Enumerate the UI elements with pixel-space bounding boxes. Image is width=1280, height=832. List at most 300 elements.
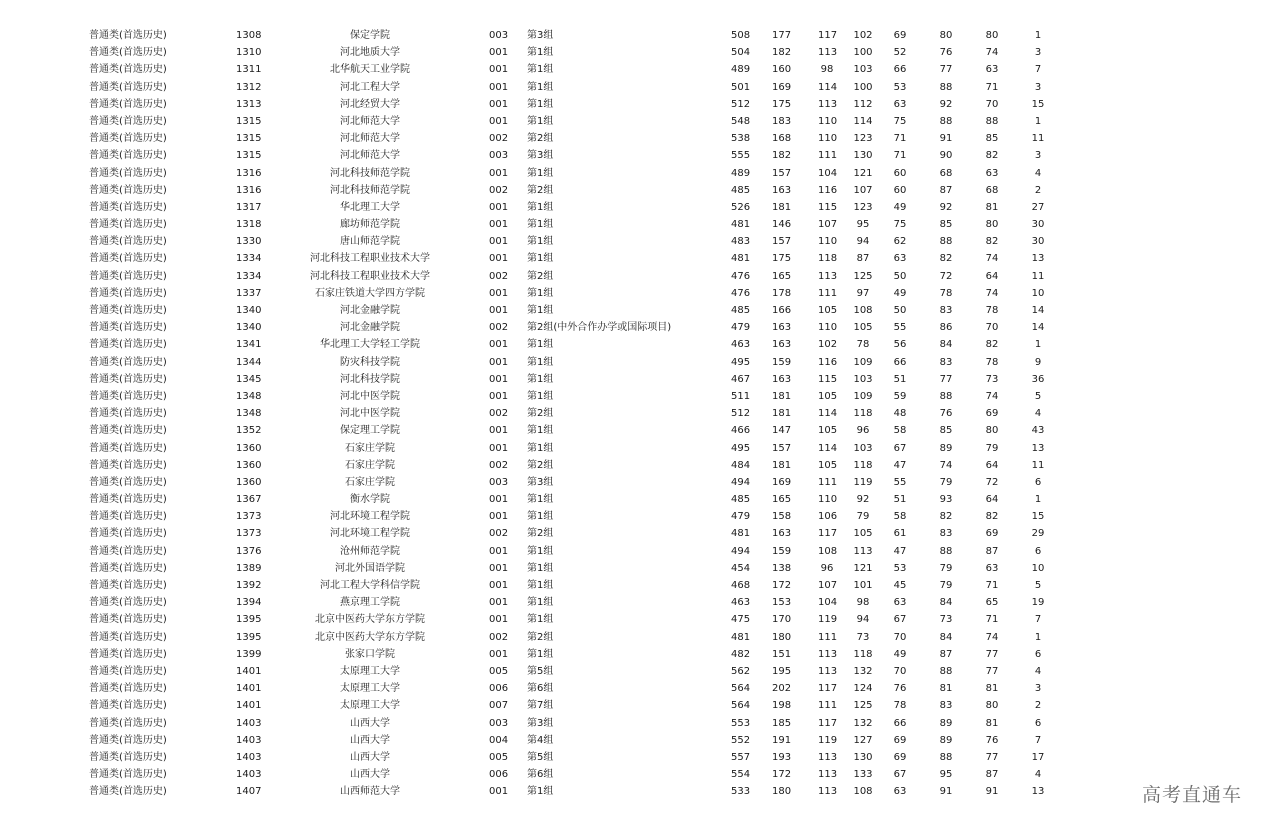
- score-cell: 107: [818, 580, 838, 591]
- school-name-cell: 河北师范大学: [340, 150, 400, 162]
- category-cell: 普通类(首选历史): [89, 786, 167, 798]
- count-cell: 11: [1031, 270, 1045, 282]
- score-cell: 138: [772, 562, 792, 574]
- table-row: [0, 79, 1280, 96]
- score-cell: 88: [985, 115, 999, 127]
- category-cell: 普通类(首选历史): [89, 631, 167, 643]
- group-code-cell: 005: [489, 665, 509, 677]
- score-cell: 76: [939, 47, 953, 59]
- group-code-cell: 002: [489, 631, 509, 643]
- table-row: [0, 663, 1280, 680]
- score-cell: 85: [939, 425, 953, 437]
- category-cell: 普通类(首选历史): [89, 305, 167, 316]
- category-cell: 普通类(首选历史): [89, 270, 167, 282]
- school-name-cell: 廊坊师范学院: [340, 219, 400, 231]
- table-row: [0, 440, 1280, 457]
- min-score-cell: 495: [731, 442, 751, 454]
- score-cell: 107: [853, 184, 873, 196]
- group-code-cell: 002: [489, 459, 509, 471]
- min-score-cell: 564: [731, 683, 751, 695]
- group-name-cell: 第1组: [527, 390, 554, 402]
- min-score-cell: 482: [731, 648, 751, 660]
- score-cell: 50: [893, 305, 907, 316]
- score-cell: 64: [985, 459, 999, 471]
- score-cell: 185: [772, 717, 792, 729]
- count-cell: 10: [1031, 287, 1045, 299]
- group-name-cell: 第3组: [527, 476, 554, 488]
- score-cell: 195: [772, 665, 792, 677]
- table-row: [0, 577, 1280, 594]
- count-cell: 3: [1034, 683, 1042, 695]
- min-score-cell: 554: [731, 769, 751, 781]
- score-cell: 83: [939, 305, 953, 316]
- school-name-cell: 河北工程大学: [340, 81, 400, 93]
- school-code-cell: 1367: [236, 494, 262, 506]
- score-cell: 82: [939, 511, 953, 523]
- group-name-cell: 第1组: [527, 98, 554, 110]
- score-cell: 78: [856, 339, 870, 351]
- group-code-cell: 001: [489, 64, 509, 76]
- score-cell: 117: [818, 683, 838, 695]
- score-cell: 64: [985, 494, 999, 506]
- score-cell: 118: [853, 459, 873, 471]
- school-name-cell: 河北工程大学科信学院: [320, 580, 420, 591]
- group-code-cell: 001: [489, 115, 509, 127]
- score-cell: 81: [985, 683, 999, 695]
- score-cell: 63: [985, 64, 999, 76]
- school-code-cell: 1407: [236, 786, 262, 798]
- group-name-cell: 第1组: [527, 425, 554, 437]
- score-cell: 58: [893, 511, 907, 523]
- score-cell: 63: [893, 786, 907, 798]
- score-cell: 175: [772, 253, 792, 265]
- category-cell: 普通类(首选历史): [89, 322, 167, 334]
- school-name-cell: 华北理工大学轻工学院: [320, 339, 420, 351]
- school-code-cell: 1403: [236, 734, 262, 746]
- school-name-cell: 防灾科技学院: [340, 356, 400, 368]
- score-cell: 80: [939, 30, 953, 41]
- group-code-cell: 001: [489, 597, 509, 609]
- count-cell: 5: [1034, 390, 1042, 402]
- group-code-cell: 002: [489, 528, 509, 540]
- score-cell: 91: [939, 133, 953, 145]
- min-score-cell: 467: [731, 373, 751, 385]
- school-name-cell: 河北科技工程职业技术大学: [310, 270, 430, 282]
- group-name-cell: 第3组: [527, 30, 554, 41]
- score-cell: 111: [818, 700, 838, 712]
- watermark-text: 高考直通车: [1142, 784, 1243, 806]
- score-cell: 62: [893, 236, 907, 248]
- score-cell: 81: [939, 683, 953, 695]
- group-code-cell: 003: [489, 30, 509, 41]
- category-cell: 普通类(首选历史): [89, 683, 167, 695]
- table-row: [0, 525, 1280, 542]
- group-code-cell: 001: [489, 47, 509, 59]
- score-cell: 83: [939, 528, 953, 540]
- score-cell: 60: [893, 167, 907, 179]
- score-cell: 71: [893, 133, 907, 145]
- score-cell: 111: [818, 631, 838, 643]
- score-cell: 69: [893, 751, 907, 763]
- category-cell: 普通类(首选历史): [89, 201, 167, 213]
- score-cell: 165: [772, 494, 792, 506]
- table-row: [0, 732, 1280, 749]
- score-cell: 85: [939, 219, 953, 231]
- min-score-cell: 481: [731, 219, 751, 231]
- score-cell: 65: [985, 597, 999, 609]
- score-cell: 47: [893, 459, 907, 471]
- group-code-cell: 001: [489, 390, 509, 402]
- score-cell: 70: [893, 665, 907, 677]
- school-name-cell: 北京中医药大学东方学院: [315, 631, 425, 643]
- score-cell: 125: [853, 700, 873, 712]
- category-cell: 普通类(首选历史): [89, 133, 167, 145]
- school-code-cell: 1360: [236, 476, 262, 488]
- score-cell: 181: [772, 201, 792, 213]
- min-score-cell: 454: [731, 562, 751, 574]
- min-score-cell: 485: [731, 305, 751, 316]
- category-cell: 普通类(首选历史): [89, 236, 167, 248]
- category-cell: 普通类(首选历史): [89, 751, 167, 763]
- table-row: [0, 147, 1280, 164]
- school-name-cell: 沧州师范学院: [340, 545, 400, 557]
- score-cell: 118: [818, 253, 838, 265]
- min-score-cell: 479: [731, 322, 751, 334]
- score-cell: 110: [818, 115, 838, 127]
- school-code-cell: 1373: [236, 528, 262, 540]
- group-name-cell: 第1组: [527, 253, 554, 265]
- category-cell: 普通类(首选历史): [89, 253, 167, 265]
- group-code-cell: 001: [489, 786, 509, 798]
- score-cell: 61: [893, 528, 907, 540]
- score-cell: 78: [985, 305, 999, 316]
- group-code-cell: 001: [489, 545, 509, 557]
- count-cell: 7: [1034, 64, 1042, 76]
- score-cell: 124: [853, 683, 873, 695]
- school-code-cell: 1376: [236, 545, 262, 557]
- count-cell: 1: [1034, 115, 1042, 127]
- school-code-cell: 1315: [236, 133, 262, 145]
- score-cell: 75: [893, 219, 907, 231]
- group-code-cell: 001: [489, 425, 509, 437]
- score-cell: 83: [939, 356, 953, 368]
- table-row: [0, 216, 1280, 233]
- group-code-cell: 002: [489, 133, 509, 145]
- school-code-cell: 1348: [236, 408, 262, 420]
- score-cell: 103: [853, 442, 873, 454]
- score-cell: 82: [985, 236, 999, 248]
- table-row: [0, 594, 1280, 611]
- group-name-cell: 第2组: [527, 459, 554, 471]
- school-name-cell: 河北外国语学院: [335, 562, 405, 574]
- group-name-cell: 第1组: [527, 236, 554, 248]
- school-name-cell: 河北经贸大学: [340, 98, 400, 110]
- score-cell: 111: [818, 476, 838, 488]
- count-cell: 14: [1031, 322, 1045, 334]
- score-cell: 79: [985, 442, 999, 454]
- count-cell: 1: [1034, 494, 1042, 506]
- group-code-cell: 001: [489, 442, 509, 454]
- score-cell: 71: [985, 81, 999, 93]
- score-cell: 63: [985, 167, 999, 179]
- count-cell: 1: [1034, 30, 1042, 41]
- score-cell: 105: [853, 322, 873, 334]
- school-code-cell: 1315: [236, 115, 262, 127]
- group-code-cell: 001: [489, 648, 509, 660]
- score-cell: 51: [893, 494, 907, 506]
- group-code-cell: 001: [489, 98, 509, 110]
- score-cell: 127: [853, 734, 873, 746]
- table-row: [0, 285, 1280, 302]
- count-cell: 13: [1031, 253, 1045, 265]
- group-code-cell: 001: [489, 511, 509, 523]
- table-row: [0, 405, 1280, 422]
- score-cell: 55: [893, 322, 907, 334]
- group-name-cell: 第2组: [527, 528, 554, 540]
- group-name-cell: 第5组: [527, 665, 554, 677]
- score-cell: 157: [772, 167, 792, 179]
- count-cell: 13: [1031, 786, 1045, 798]
- table-row: [0, 783, 1280, 800]
- group-name-cell: 第1组: [527, 201, 554, 213]
- score-cell: 80: [985, 219, 999, 231]
- score-cell: 115: [818, 201, 838, 213]
- score-cell: 119: [818, 614, 838, 626]
- school-name-cell: 山西大学: [350, 717, 390, 729]
- min-score-cell: 475: [731, 614, 751, 626]
- school-code-cell: 1330: [236, 236, 262, 248]
- min-score-cell: 494: [731, 476, 751, 488]
- school-code-cell: 1348: [236, 390, 262, 402]
- score-cell: 67: [893, 769, 907, 781]
- score-cell: 51: [893, 373, 907, 385]
- score-cell: 76: [985, 734, 999, 746]
- score-cell: 113: [818, 786, 838, 798]
- count-cell: 3: [1034, 81, 1042, 93]
- group-code-cell: 003: [489, 150, 509, 162]
- score-cell: 104: [818, 597, 838, 609]
- school-name-cell: 北华航天工业学院: [330, 64, 410, 76]
- category-cell: 普通类(首选历史): [89, 459, 167, 471]
- table-row: [0, 233, 1280, 250]
- group-code-cell: 006: [489, 683, 509, 695]
- score-cell: 109: [853, 356, 873, 368]
- score-cell: 92: [939, 98, 953, 110]
- score-cell: 91: [985, 786, 999, 798]
- group-name-cell: 第1组: [527, 287, 554, 299]
- group-code-cell: 001: [489, 253, 509, 265]
- score-cell: 180: [772, 786, 792, 798]
- table-row: [0, 629, 1280, 646]
- score-cell: 108: [853, 305, 873, 316]
- score-cell: 177: [772, 30, 792, 41]
- score-cell: 79: [939, 580, 953, 591]
- min-score-cell: 533: [731, 786, 751, 798]
- school-code-cell: 1316: [236, 167, 262, 179]
- count-cell: 4: [1034, 665, 1042, 677]
- score-cell: 130: [853, 150, 873, 162]
- category-cell: 普通类(首选历史): [89, 356, 167, 368]
- score-cell: 75: [893, 115, 907, 127]
- school-name-cell: 河北科技学院: [340, 373, 400, 385]
- score-cell: 84: [939, 339, 953, 351]
- group-code-cell: 001: [489, 356, 509, 368]
- group-code-cell: 001: [489, 167, 509, 179]
- score-cell: 88: [939, 390, 953, 402]
- score-cell: 93: [939, 494, 953, 506]
- score-cell: 86: [939, 322, 953, 334]
- score-cell: 74: [985, 253, 999, 265]
- min-score-cell: 481: [731, 528, 751, 540]
- score-cell: 116: [818, 356, 838, 368]
- table-row: [0, 61, 1280, 78]
- school-code-cell: 1395: [236, 631, 262, 643]
- score-cell: 105: [853, 528, 873, 540]
- score-cell: 163: [772, 339, 792, 351]
- table-row: [0, 749, 1280, 766]
- score-cell: 76: [893, 683, 907, 695]
- score-cell: 81: [985, 717, 999, 729]
- category-cell: 普通类(首选历史): [89, 597, 167, 609]
- score-cell: 49: [893, 287, 907, 299]
- score-cell: 158: [772, 511, 792, 523]
- score-cell: 82: [985, 511, 999, 523]
- group-name-cell: 第1组: [527, 562, 554, 574]
- table-row: [0, 302, 1280, 319]
- group-code-cell: 002: [489, 408, 509, 420]
- school-name-cell: 河北师范大学: [340, 133, 400, 145]
- school-code-cell: 1360: [236, 442, 262, 454]
- school-code-cell: 1340: [236, 305, 262, 316]
- score-cell: 77: [939, 373, 953, 385]
- group-name-cell: 第1组: [527, 339, 554, 351]
- score-cell: 118: [853, 408, 873, 420]
- score-cell: 110: [818, 133, 838, 145]
- category-cell: 普通类(首选历史): [89, 700, 167, 712]
- score-cell: 83: [939, 700, 953, 712]
- score-cell: 117: [818, 30, 838, 41]
- score-cell: 165: [772, 270, 792, 282]
- group-name-cell: 第1组: [527, 442, 554, 454]
- school-code-cell: 1334: [236, 253, 262, 265]
- school-code-cell: 1341: [236, 339, 262, 351]
- category-cell: 普通类(首选历史): [89, 425, 167, 437]
- score-cell: 63: [985, 562, 999, 574]
- count-cell: 4: [1034, 408, 1042, 420]
- group-code-cell: 002: [489, 184, 509, 196]
- group-name-cell: 第5组: [527, 751, 554, 763]
- group-name-cell: 第2组(中外合作办学或国际项目): [527, 322, 672, 334]
- score-cell: 198: [772, 700, 792, 712]
- count-cell: 43: [1031, 425, 1045, 437]
- count-cell: 6: [1034, 545, 1042, 557]
- group-code-cell: 006: [489, 769, 509, 781]
- score-cell: 113: [818, 47, 838, 59]
- score-cell: 118: [853, 648, 873, 660]
- score-cell: 69: [985, 408, 999, 420]
- score-cell: 180: [772, 631, 792, 643]
- score-cell: 110: [818, 494, 838, 506]
- table-row: [0, 680, 1280, 697]
- score-cell: 69: [893, 30, 907, 41]
- score-cell: 182: [772, 150, 792, 162]
- score-cell: 130: [853, 751, 873, 763]
- school-code-cell: 1311: [236, 64, 262, 76]
- score-cell: 77: [985, 648, 999, 660]
- score-cell: 58: [893, 425, 907, 437]
- score-cell: 81: [985, 201, 999, 213]
- count-cell: 3: [1034, 47, 1042, 59]
- count-cell: 11: [1031, 459, 1045, 471]
- score-cell: 170: [772, 614, 792, 626]
- min-score-cell: 555: [731, 150, 751, 162]
- group-name-cell: 第2组: [527, 408, 554, 420]
- table-row: [0, 697, 1280, 714]
- score-cell: 106: [818, 511, 838, 523]
- school-name-cell: 北京中医药大学东方学院: [315, 614, 425, 626]
- score-cell: 100: [853, 47, 873, 59]
- category-cell: 普通类(首选历史): [89, 511, 167, 523]
- score-cell: 64: [985, 270, 999, 282]
- score-cell: 193: [772, 751, 792, 763]
- school-name-cell: 石家庄学院: [345, 459, 395, 471]
- score-cell: 169: [772, 476, 792, 488]
- score-cell: 53: [893, 81, 907, 93]
- min-score-cell: 511: [731, 390, 751, 402]
- score-cell: 107: [818, 219, 838, 231]
- score-cell: 182: [772, 47, 792, 59]
- school-code-cell: 1340: [236, 322, 262, 334]
- score-cell: 88: [939, 665, 953, 677]
- table-row: [0, 371, 1280, 388]
- school-code-cell: 1395: [236, 614, 262, 626]
- score-cell: 115: [818, 373, 838, 385]
- score-cell: 98: [820, 64, 834, 76]
- group-code-cell: 001: [489, 339, 509, 351]
- count-cell: 1: [1034, 631, 1042, 643]
- score-cell: 94: [856, 614, 870, 626]
- count-cell: 10: [1031, 562, 1045, 574]
- group-name-cell: 第7组: [527, 700, 554, 712]
- score-cell: 63: [893, 253, 907, 265]
- score-cell: 119: [818, 734, 838, 746]
- count-cell: 19: [1031, 597, 1045, 609]
- score-cell: 74: [985, 631, 999, 643]
- score-cell: 79: [856, 511, 870, 523]
- score-cell: 98: [856, 597, 870, 609]
- score-cell: 163: [772, 184, 792, 196]
- score-cell: 88: [939, 236, 953, 248]
- category-cell: 普通类(首选历史): [89, 167, 167, 179]
- school-code-cell: 1345: [236, 373, 262, 385]
- table-row: [0, 422, 1280, 439]
- count-cell: 6: [1034, 717, 1042, 729]
- group-code-cell: 001: [489, 562, 509, 574]
- score-cell: 49: [893, 201, 907, 213]
- score-cell: 52: [893, 47, 907, 59]
- score-cell: 71: [985, 580, 999, 591]
- score-cell: 89: [939, 717, 953, 729]
- group-code-cell: 007: [489, 700, 509, 712]
- min-score-cell: 504: [731, 47, 751, 59]
- score-cell: 60: [893, 184, 907, 196]
- category-cell: 普通类(首选历史): [89, 769, 167, 781]
- score-cell: 87: [939, 184, 953, 196]
- group-code-cell: 004: [489, 734, 509, 746]
- group-name-cell: 第3组: [527, 717, 554, 729]
- score-cell: 114: [818, 81, 838, 93]
- score-cell: 172: [772, 769, 792, 781]
